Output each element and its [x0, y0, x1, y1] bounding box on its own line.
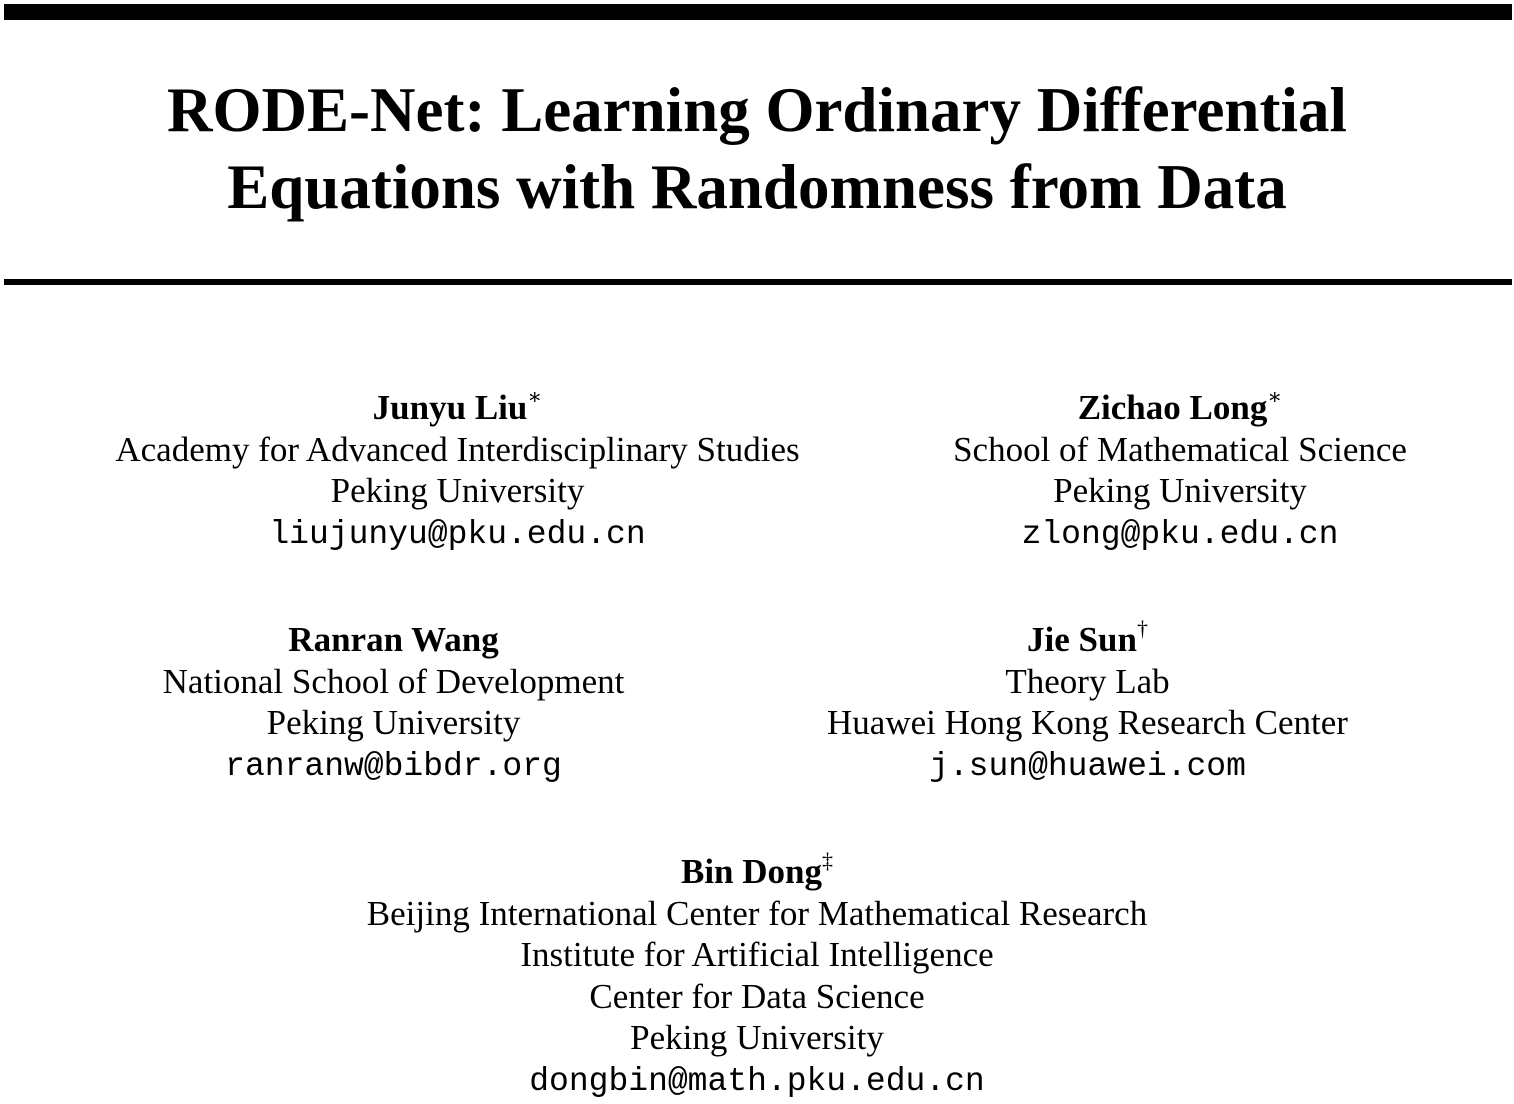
author-affiliation: Theory Lab [1005, 661, 1170, 701]
bottom-rule [4, 279, 1512, 285]
author-block-zichao-long [880, 384, 1480, 557]
author-email: dongbin@math.pku.edu.cn [529, 1062, 985, 1100]
author-affiliation: Center for Data Science [589, 976, 925, 1016]
author-footnote-mark: ∗ [527, 384, 543, 409]
author-email: liujunyu@pku.edu.cn [269, 515, 646, 553]
author-affiliation: Huawei Hong Kong Research Center [827, 703, 1348, 742]
author-footnote-mark: † [1136, 616, 1148, 641]
author-email: ranranw@bibdr.org [225, 747, 562, 785]
author-name: Junyu Liu∗ [372, 384, 543, 427]
author-affiliation: Peking University [630, 1018, 884, 1057]
author-affiliation: Peking University [1053, 471, 1307, 510]
author-email: zlong@pku.edu.cn [1021, 515, 1339, 553]
author-name: Jie Sun† [1027, 616, 1148, 659]
author-affiliation: Institute for Artificial Intelligence [520, 935, 994, 974]
title-line-1: RODE-Net: Learning Ordinary Differential [167, 75, 1347, 145]
author-affiliation: Peking University [266, 703, 521, 742]
author-name: Zichao Long∗ [1077, 384, 1283, 427]
author-footnote-mark: ∗ [1267, 384, 1283, 409]
top-rule [4, 4, 1512, 20]
author-block-ranran-wang [60, 619, 727, 789]
paper-title [0, 72, 1514, 226]
title-line-2: Equations with Randomness from Data [227, 152, 1287, 222]
author-affiliation: Academy for Advanced Interdisciplinary Studies [115, 429, 800, 469]
author-name: Bin Dong‡ [680, 848, 834, 891]
author-footnote-mark: ‡ [822, 848, 834, 873]
author-block-jie-sun [760, 616, 1415, 789]
author-affiliation: School of Mathematical Science [953, 429, 1407, 469]
author-block-bin-dong [200, 848, 1314, 1104]
author-email: j.sun@huawei.com [929, 747, 1246, 785]
author-affiliation: National School of Development [162, 661, 625, 701]
author-affiliation: Peking University [330, 471, 585, 510]
author-name: Ranran Wang [288, 620, 499, 659]
author-affiliation: Beijing International Center for Mathematical Research [366, 893, 1148, 933]
author-block-junyu-liu [60, 384, 855, 557]
